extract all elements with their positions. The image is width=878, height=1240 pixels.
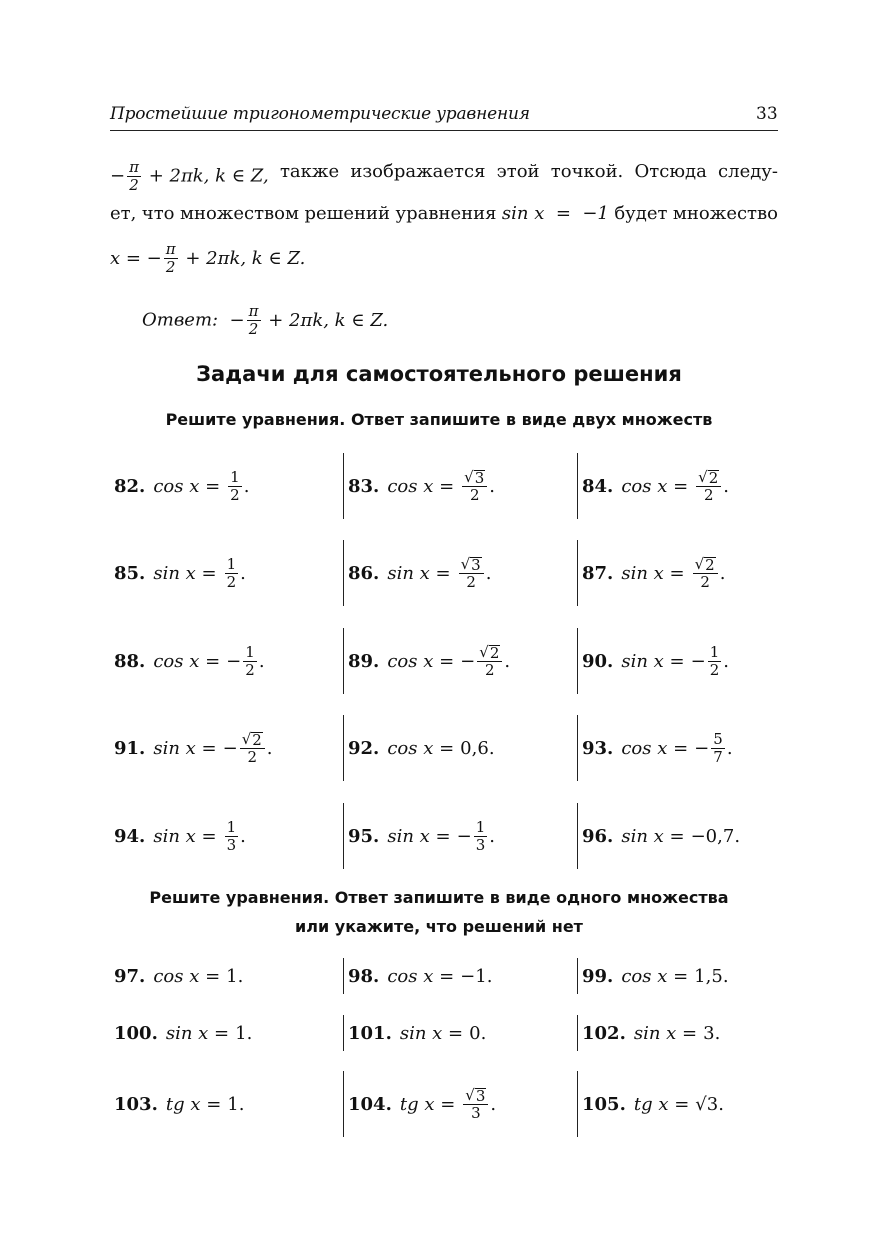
equation-value: 3 (703, 1022, 715, 1044)
exercise-101 (348, 1013, 486, 1053)
equation-lhs: sin x = (399, 1022, 464, 1044)
fraction (477, 642, 502, 679)
square-root (241, 729, 263, 749)
period: . (240, 562, 246, 584)
square-root (694, 554, 716, 574)
frac-numerator (477, 642, 502, 662)
square-root (460, 554, 482, 574)
frac-numerator: 1 (226, 817, 237, 836)
answer-label: Ответ: (142, 309, 219, 331)
fraction (708, 642, 722, 679)
word: множество (672, 203, 778, 224)
word: точкой. (550, 161, 624, 182)
frac-denominator: 7 (713, 747, 723, 766)
exercise-number: 88. (114, 650, 146, 672)
formula-rest: + 2πk, k ∈ Z, (148, 165, 269, 187)
exercise-number: 84. (582, 475, 614, 497)
exercise-92 (348, 728, 495, 768)
frac-denominator: 2 (466, 572, 476, 591)
square-root (465, 1085, 486, 1105)
period: . (238, 1093, 245, 1115)
equation-value: 1 (226, 965, 238, 987)
frac-denominator: 2 (165, 258, 176, 276)
frac-numerator (693, 554, 718, 574)
exercise-number: 100. (114, 1022, 158, 1044)
column-divider (343, 803, 344, 869)
fraction (225, 554, 239, 591)
word: решений (304, 203, 391, 224)
exercise-number: 104. (348, 1093, 392, 1115)
exercise-94 (114, 816, 246, 856)
fraction (240, 729, 265, 766)
exercise-83 (348, 466, 495, 506)
radical-sign: √ (479, 642, 489, 661)
answer-prefix: − (229, 309, 245, 331)
equation-lhs: cos x = (387, 475, 455, 497)
fraction (459, 554, 484, 591)
fraction (693, 554, 718, 591)
fraction (463, 1085, 488, 1122)
equation-lhs: cos x = (153, 475, 221, 497)
column-divider (577, 958, 578, 994)
word: также (279, 161, 340, 182)
frac-numerator: 1 (226, 554, 237, 573)
equation-lhs: sin x = (153, 825, 217, 847)
answer-suffix: + 2πk, k ∈ Z. (268, 309, 389, 331)
word: уравнения (395, 203, 497, 224)
equation-lhs: sin x = (621, 562, 685, 584)
equation-lhs: sin x = (153, 562, 217, 584)
exercise-number: 98. (348, 965, 380, 987)
exercise-number: 95. (348, 825, 380, 847)
column-divider (577, 453, 578, 519)
exercise-number: 89. (348, 650, 380, 672)
equation-lhs: cos x = (387, 650, 455, 672)
period: . (486, 965, 493, 987)
answer-line (142, 304, 388, 337)
equation-lhs: sin x = (621, 650, 685, 672)
period: . (718, 1093, 724, 1115)
equation-lhs: cos x = (153, 650, 221, 672)
exercise-number: 96. (582, 825, 614, 847)
equation-lhs: tg x = (633, 1093, 690, 1115)
fraction (462, 467, 487, 504)
column-divider (577, 628, 578, 694)
equation-lhs: sin x = (387, 825, 451, 847)
exercise-99 (582, 956, 729, 996)
answer-formula (229, 302, 389, 338)
exercise-number: 94. (114, 825, 146, 847)
exercise-104 (348, 1084, 496, 1124)
exercise-84 (582, 466, 729, 506)
exercise-82 (114, 466, 249, 506)
period: . (240, 825, 246, 847)
equation-lhs: cos x = (621, 475, 689, 497)
exercise-number: 83. (348, 475, 380, 497)
word: Отсюда (634, 161, 707, 182)
column-divider (577, 1071, 578, 1137)
word: этой (496, 161, 540, 182)
equation-lhs: cos x = (621, 737, 689, 759)
formula-prefix: x = − (110, 247, 162, 269)
fraction (474, 817, 488, 854)
equation-value: −0,7 (690, 825, 735, 847)
intro-line-1-formula: − $\frac{\pi}{2}$ + 2πk, k ∈ Z, (110, 158, 269, 194)
word: следу- (718, 161, 778, 182)
radicand: 3 (474, 468, 485, 487)
column-divider (343, 1015, 344, 1051)
radical-sign: √ (460, 554, 471, 573)
frac-numerator: 5 (713, 729, 723, 748)
running-title: Простейшие тригонометрические уравнения (110, 104, 530, 124)
intro-line-1 (110, 160, 778, 193)
exercise-102 (582, 1013, 720, 1053)
frac-denominator: 2 (248, 320, 259, 338)
word: множеством (179, 203, 300, 224)
radicand: 2 (705, 555, 715, 574)
period: . (243, 475, 250, 497)
equation-value: −1 (460, 965, 487, 987)
frac-numerator: π (165, 240, 176, 258)
exercise-number: 85. (114, 562, 146, 584)
period: . (714, 1022, 721, 1044)
exercise-85 (114, 553, 246, 593)
exercise-91 (114, 728, 273, 768)
column-divider (343, 453, 344, 519)
column-divider (343, 1071, 344, 1137)
frac-denominator: 2 (485, 660, 495, 679)
exercise-103 (114, 1084, 244, 1124)
period: . (490, 1093, 497, 1115)
group1-heading: Решите уравнения. Ответ запишите в виде двух множеств (165, 410, 713, 429)
exercise-number: 103. (114, 1093, 158, 1115)
equation-lhs: tg x = (399, 1093, 456, 1115)
column-divider (577, 803, 578, 869)
exercise-number: 102. (582, 1022, 626, 1044)
exercise-105 (582, 1084, 724, 1124)
radical-sign: √ (464, 467, 474, 486)
equation-value: 1 (235, 1022, 247, 1044)
equation-value: 1 (227, 1093, 239, 1115)
equation-lhs: sin x = (165, 1022, 230, 1044)
radical-sign: √ (698, 467, 708, 486)
exercise-number: 82. (114, 475, 146, 497)
equation-value: √3 (695, 1093, 719, 1115)
equation-lhs: cos x = (387, 737, 455, 759)
exercise-number: 105. (582, 1093, 626, 1115)
equation-value: 1,5 (694, 965, 723, 987)
exercise-97 (114, 956, 243, 996)
radicand: 2 (489, 643, 500, 662)
intro-line-3 (110, 242, 778, 275)
exercise-number: 90. (582, 650, 614, 672)
radical-sign: √ (465, 1085, 475, 1104)
period: . (266, 737, 273, 759)
equation-value: 0,6 (460, 737, 489, 759)
frac-denominator: 2 (129, 176, 139, 194)
minus-sign: − (456, 825, 472, 847)
frac-denominator: 2 (247, 747, 258, 766)
square-root (479, 642, 500, 662)
frac-numerator: π (129, 158, 139, 176)
equation-lhs: tg x = (165, 1093, 222, 1115)
period: . (719, 562, 726, 584)
formula-suffix: + 2πk, k ∈ Z. (185, 247, 306, 269)
frac-numerator: 1 (230, 467, 240, 486)
radicand: 2 (708, 468, 719, 487)
period: . (489, 825, 495, 847)
frac-numerator (696, 467, 721, 487)
square-root (464, 467, 485, 487)
period: . (726, 737, 733, 759)
intro-line-2 (110, 202, 778, 226)
minus-sign: − (694, 737, 710, 759)
frac-numerator: 1 (475, 817, 486, 836)
frac-denominator: 2 (245, 660, 255, 679)
period: . (258, 650, 265, 672)
equation-lhs: sin x = (633, 1022, 698, 1044)
word: изображается (350, 161, 486, 182)
period: . (480, 1022, 487, 1044)
word: будет (614, 203, 668, 224)
exercise-95 (348, 816, 495, 856)
group2-heading-line1: Решите уравнения. Ответ запишите в виде одного множества (149, 888, 729, 907)
column-divider (343, 628, 344, 694)
frac-denominator: 3 (475, 835, 486, 854)
equation-lhs: cos x = (621, 965, 689, 987)
fraction (711, 729, 725, 766)
frac-denominator: 2 (469, 485, 480, 504)
frac-numerator (463, 1085, 488, 1105)
equation-lhs: cos x = (387, 965, 455, 987)
equation-lhs: sin x = (153, 737, 217, 759)
frac-denominator: 2 (226, 572, 237, 591)
period: . (722, 965, 729, 987)
exercise-number: 99. (582, 965, 614, 987)
column-divider (577, 540, 578, 606)
exercise-number: 93. (582, 737, 614, 759)
exercise-93 (582, 728, 733, 768)
period: . (488, 737, 495, 759)
radicand: 2 (252, 730, 262, 749)
fraction (225, 817, 239, 854)
minus-sign: − (690, 650, 706, 672)
radical-sign: √ (694, 554, 705, 573)
period: . (489, 475, 496, 497)
period: . (246, 1022, 253, 1044)
period: . (723, 475, 730, 497)
equation-lhs: sin x = (621, 825, 685, 847)
intro-line-3-formula (110, 240, 306, 276)
equation-sin-x: sin x = −1 (501, 203, 609, 224)
group2-heading-line2: или укажите, что решений нет (295, 917, 583, 936)
frac-numerator (240, 729, 265, 749)
frac-denominator: 2 (230, 485, 240, 504)
period: . (723, 650, 729, 672)
page-number: 33 (756, 104, 778, 124)
frac-denominator: 2 (700, 572, 710, 591)
fraction (228, 467, 242, 504)
exercise-96 (582, 816, 740, 856)
minus-sign: − (226, 650, 242, 672)
period: . (504, 650, 511, 672)
fraction (243, 642, 257, 679)
minus-sign: − (222, 737, 238, 759)
frac-denominator: 2 (709, 660, 720, 679)
exercise-87 (582, 553, 725, 593)
column-divider (343, 958, 344, 994)
fraction (696, 467, 721, 504)
frac-denominator: 3 (471, 1103, 481, 1122)
radical-sign: √ (241, 729, 252, 748)
frac-numerator (459, 554, 484, 574)
exercise-number: 87. (582, 562, 614, 584)
column-divider (343, 715, 344, 781)
word: ет, (110, 203, 137, 224)
frac-denominator: 2 (703, 485, 714, 504)
frac-numerator: 1 (709, 642, 720, 661)
period: . (237, 965, 244, 987)
period: . (485, 562, 492, 584)
radicand: 3 (475, 1086, 486, 1105)
exercise-90 (582, 641, 729, 681)
exercise-98 (348, 956, 492, 996)
exercise-number: 91. (114, 737, 146, 759)
exercise-number: 97. (114, 965, 146, 987)
exercise-number: 101. (348, 1022, 392, 1044)
square-root (698, 467, 719, 487)
exercise-86 (348, 553, 491, 593)
equation-value: 0 (469, 1022, 481, 1044)
equation-lhs: cos x = (153, 965, 221, 987)
exercise-89 (348, 641, 510, 681)
minus-sign: − (460, 650, 476, 672)
exercise-100 (114, 1013, 252, 1053)
column-divider (577, 1015, 578, 1051)
exercise-88 (114, 641, 265, 681)
exercise-number: 92. (348, 737, 380, 759)
radicand: 3 (471, 555, 481, 574)
exercise-number: 86. (348, 562, 380, 584)
column-divider (343, 540, 344, 606)
section-title: Задачи для самостоятельного решения (196, 362, 682, 386)
header-rule (110, 130, 778, 131)
frac-numerator: 1 (245, 642, 255, 661)
period: . (734, 825, 741, 847)
frac-numerator (462, 467, 487, 487)
column-divider (577, 715, 578, 781)
frac-numerator: π (248, 302, 259, 320)
frac-denominator: 3 (226, 835, 237, 854)
equation-lhs: sin x = (387, 562, 451, 584)
word: что (141, 203, 175, 224)
